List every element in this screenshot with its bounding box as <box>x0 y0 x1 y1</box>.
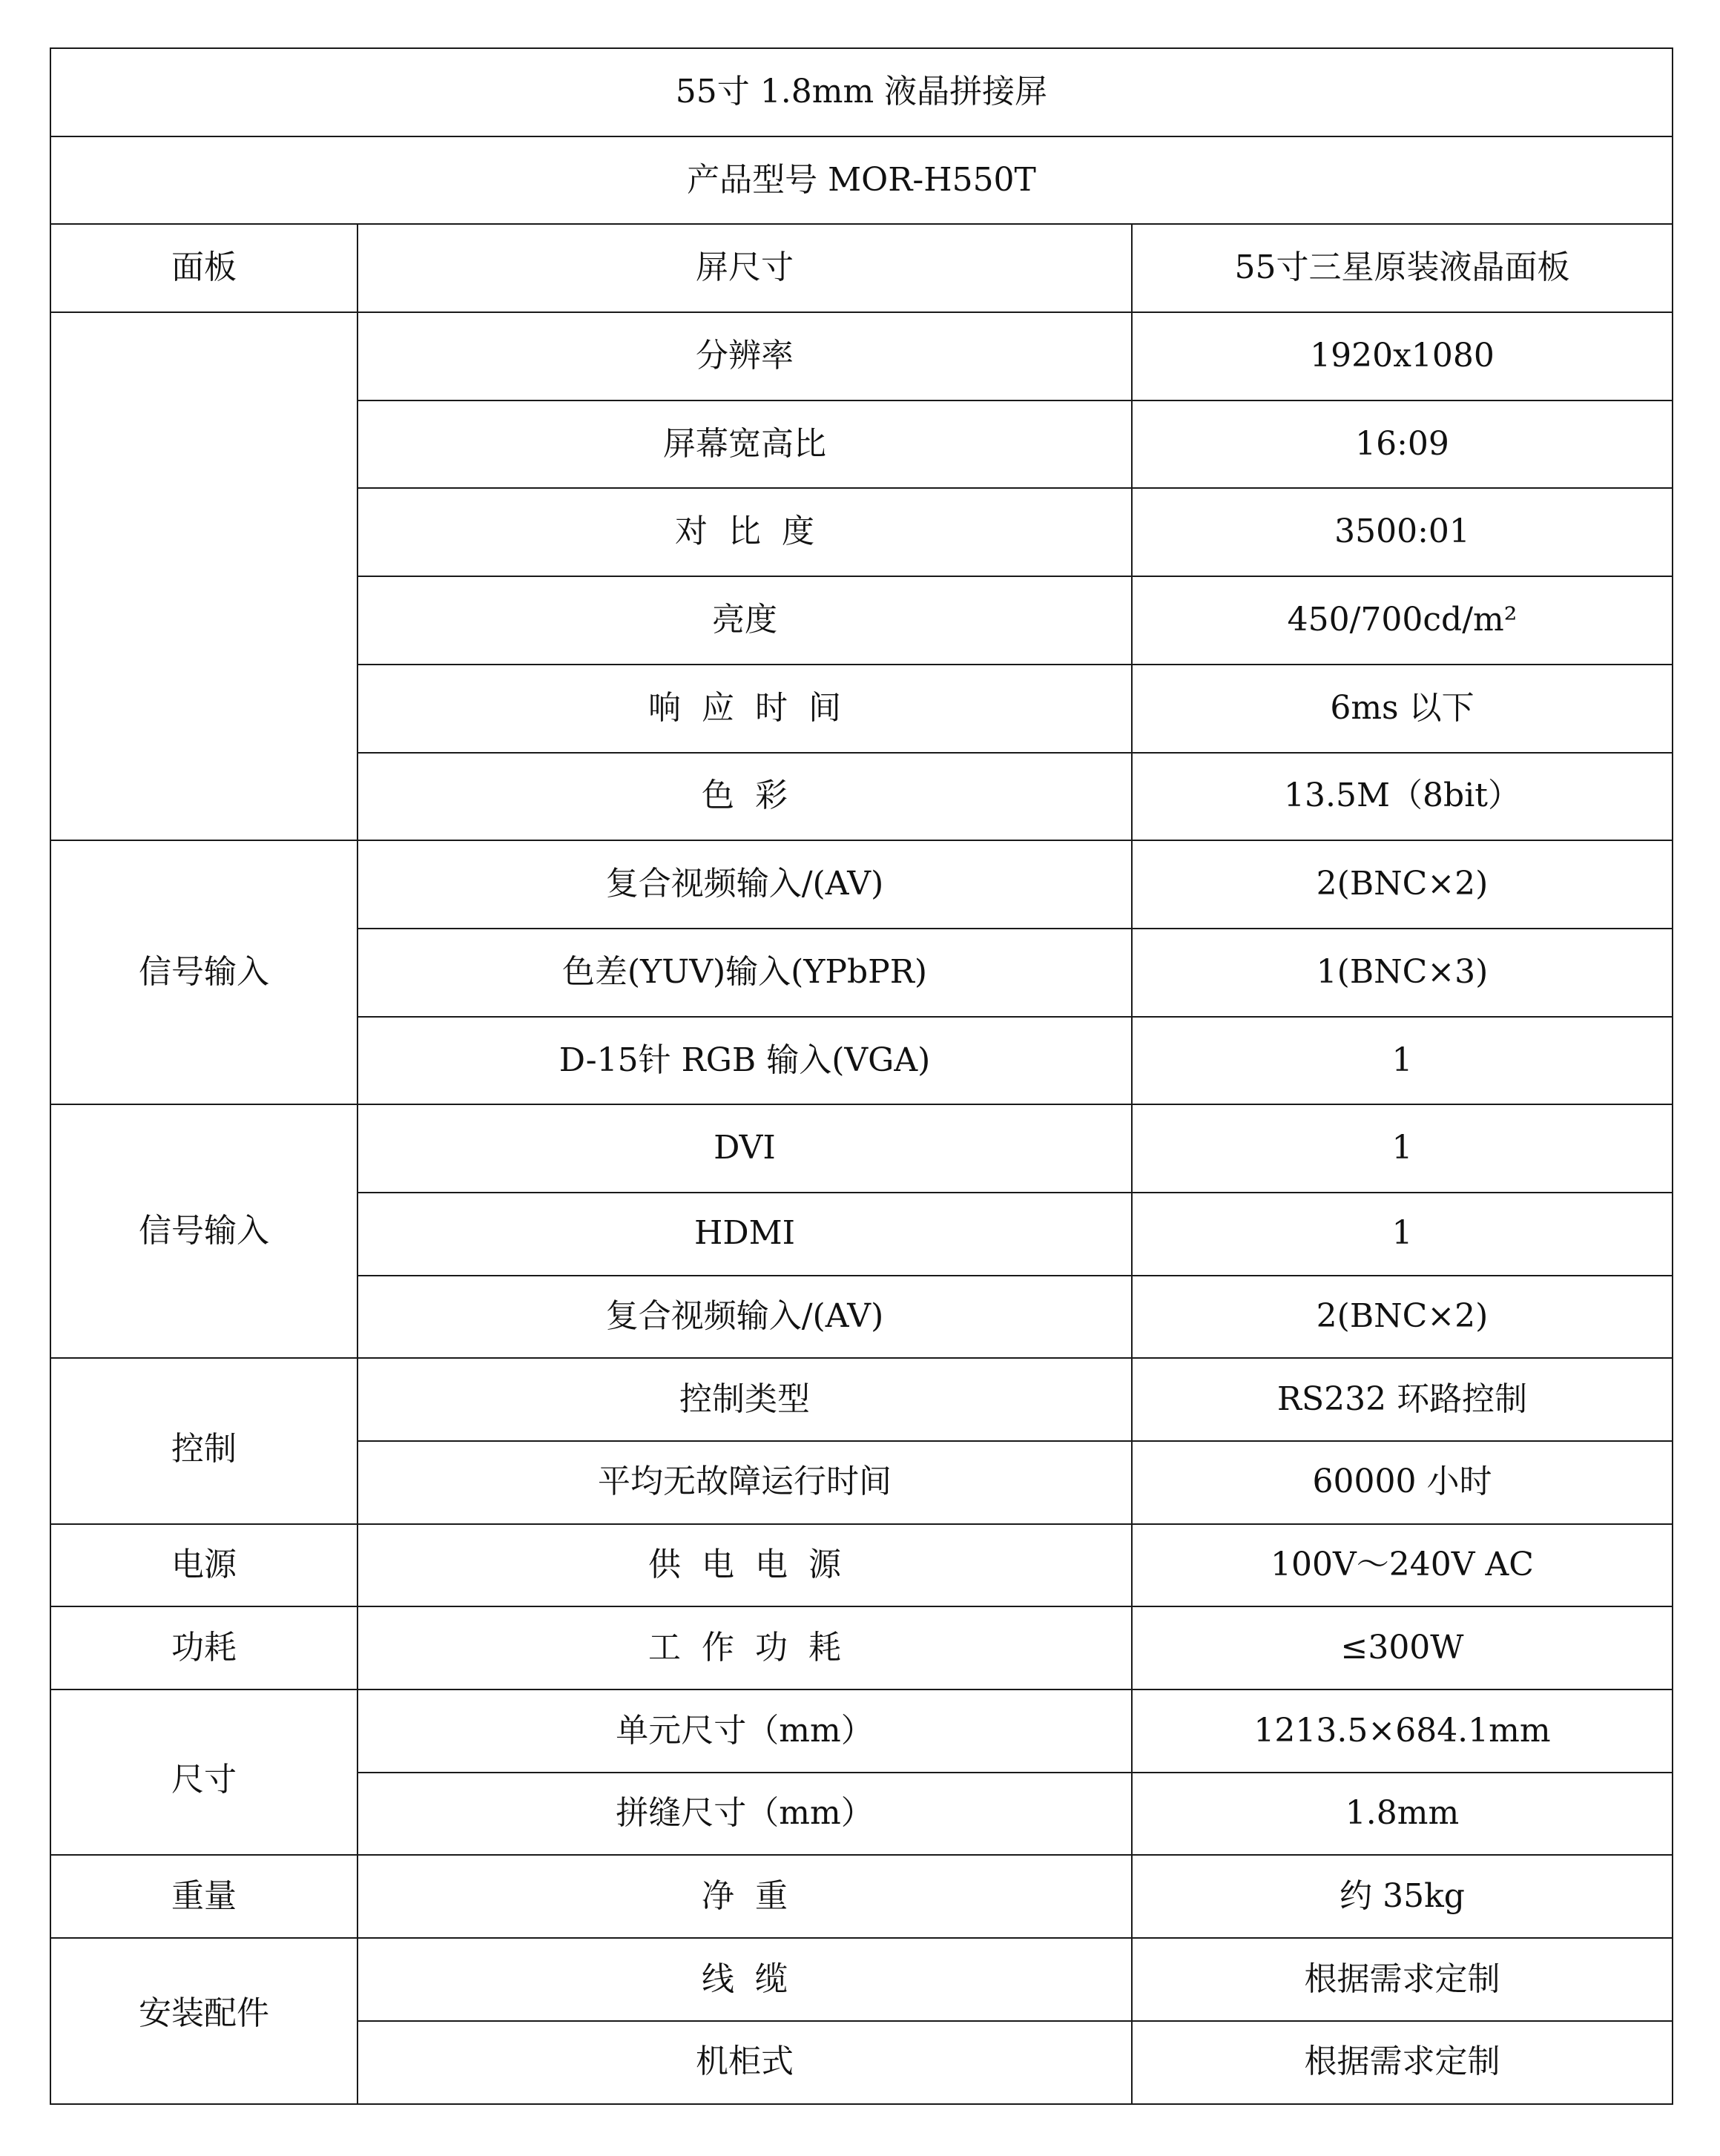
section-size: 尺寸 <box>50 1689 357 1855</box>
row-label: 色 彩 <box>357 753 1132 841</box>
row-label: 平均无故障运行时间 <box>357 1441 1132 1524</box>
row-value: 450/700cd/m² <box>1132 576 1673 665</box>
row-label: 响 应 时 间 <box>357 665 1132 753</box>
title-row <box>50 48 1673 136</box>
row-value: 3500:01 <box>1132 488 1673 576</box>
row-label: 复合视频输入/(AV) <box>357 1276 1132 1359</box>
row-value: 60000 小时 <box>1132 1441 1673 1524</box>
row-value: 2(BNC×2) <box>1132 1276 1673 1359</box>
row-value: 2(BNC×2) <box>1132 840 1673 929</box>
row-label: D-15针 RGB 输入(VGA) <box>357 1017 1132 1105</box>
table-row <box>50 1358 1673 1441</box>
table-row <box>50 840 1673 929</box>
row-label: 机柜式 <box>357 2021 1132 2104</box>
row-label: 对 比 度 <box>357 488 1132 576</box>
row-label: 复合视频输入/(AV) <box>357 840 1132 929</box>
table-row <box>50 1855 1673 1938</box>
row-value: 1920x1080 <box>1132 312 1673 400</box>
section-signal-input: 信号输入 <box>50 840 357 1104</box>
row-value: ≤300W <box>1132 1606 1673 1689</box>
section-signal-input-2: 信号输入 <box>50 1104 357 1358</box>
section-install: 安装配件 <box>50 1938 357 2103</box>
row-value: 1 <box>1132 1017 1673 1105</box>
row-value: 1.8mm <box>1132 1773 1673 1856</box>
row-value: 约 35kg <box>1132 1855 1673 1938</box>
row-label: 工 作 功 耗 <box>357 1606 1132 1689</box>
section-control: 控制 <box>50 1358 357 1523</box>
row-label: DVI <box>357 1104 1132 1193</box>
row-value: 100V～240V AC <box>1132 1524 1673 1607</box>
table-row <box>50 1689 1673 1773</box>
row-value: 6ms 以下 <box>1132 665 1673 753</box>
row-label: 控制类型 <box>357 1358 1132 1441</box>
row-label: 分辨率 <box>357 312 1132 400</box>
row-label: 线 缆 <box>357 1938 1132 2021</box>
section-panel: 面板 <box>50 224 357 312</box>
row-label: 屏尺寸 <box>357 224 1132 312</box>
section-weight: 重量 <box>50 1855 357 1938</box>
row-value: 13.5M（8bit） <box>1132 753 1673 841</box>
row-value: 1 <box>1132 1193 1673 1276</box>
spec-table <box>50 47 1673 2105</box>
row-value: 16:09 <box>1132 400 1673 489</box>
table-row <box>50 224 1673 312</box>
section-power: 电源 <box>50 1524 357 1607</box>
row-label: 拼缝尺寸（mm） <box>357 1773 1132 1856</box>
model-row <box>50 136 1673 225</box>
row-value: 55寸三星原装液晶面板 <box>1132 224 1673 312</box>
table-row <box>50 312 1673 400</box>
table-title: 55寸 1.8mm 液晶拼接屏 <box>50 48 1673 136</box>
section-empty <box>50 312 357 840</box>
row-label: HDMI <box>357 1193 1132 1276</box>
table-row <box>50 1606 1673 1689</box>
row-label: 单元尺寸（mm） <box>357 1689 1132 1773</box>
table-row <box>50 1104 1673 1193</box>
row-value: 1(BNC×3) <box>1132 929 1673 1017</box>
row-label: 亮度 <box>357 576 1132 665</box>
row-value: 1213.5×684.1mm <box>1132 1689 1673 1773</box>
row-value: 根据需求定制 <box>1132 2021 1673 2104</box>
table-row <box>50 1524 1673 1607</box>
row-label: 色差(YUV)输入(YPbPR) <box>357 929 1132 1017</box>
model-number: 产品型号 MOR-H550T <box>50 136 1673 225</box>
row-label: 供 电 电 源 <box>357 1524 1132 1607</box>
row-value: 根据需求定制 <box>1132 1938 1673 2021</box>
row-label: 净 重 <box>357 1855 1132 1938</box>
row-value: 1 <box>1132 1104 1673 1193</box>
row-label: 屏幕宽高比 <box>357 400 1132 489</box>
section-consumption: 功耗 <box>50 1606 357 1689</box>
table-row <box>50 1938 1673 2021</box>
row-value: RS232 环路控制 <box>1132 1358 1673 1441</box>
